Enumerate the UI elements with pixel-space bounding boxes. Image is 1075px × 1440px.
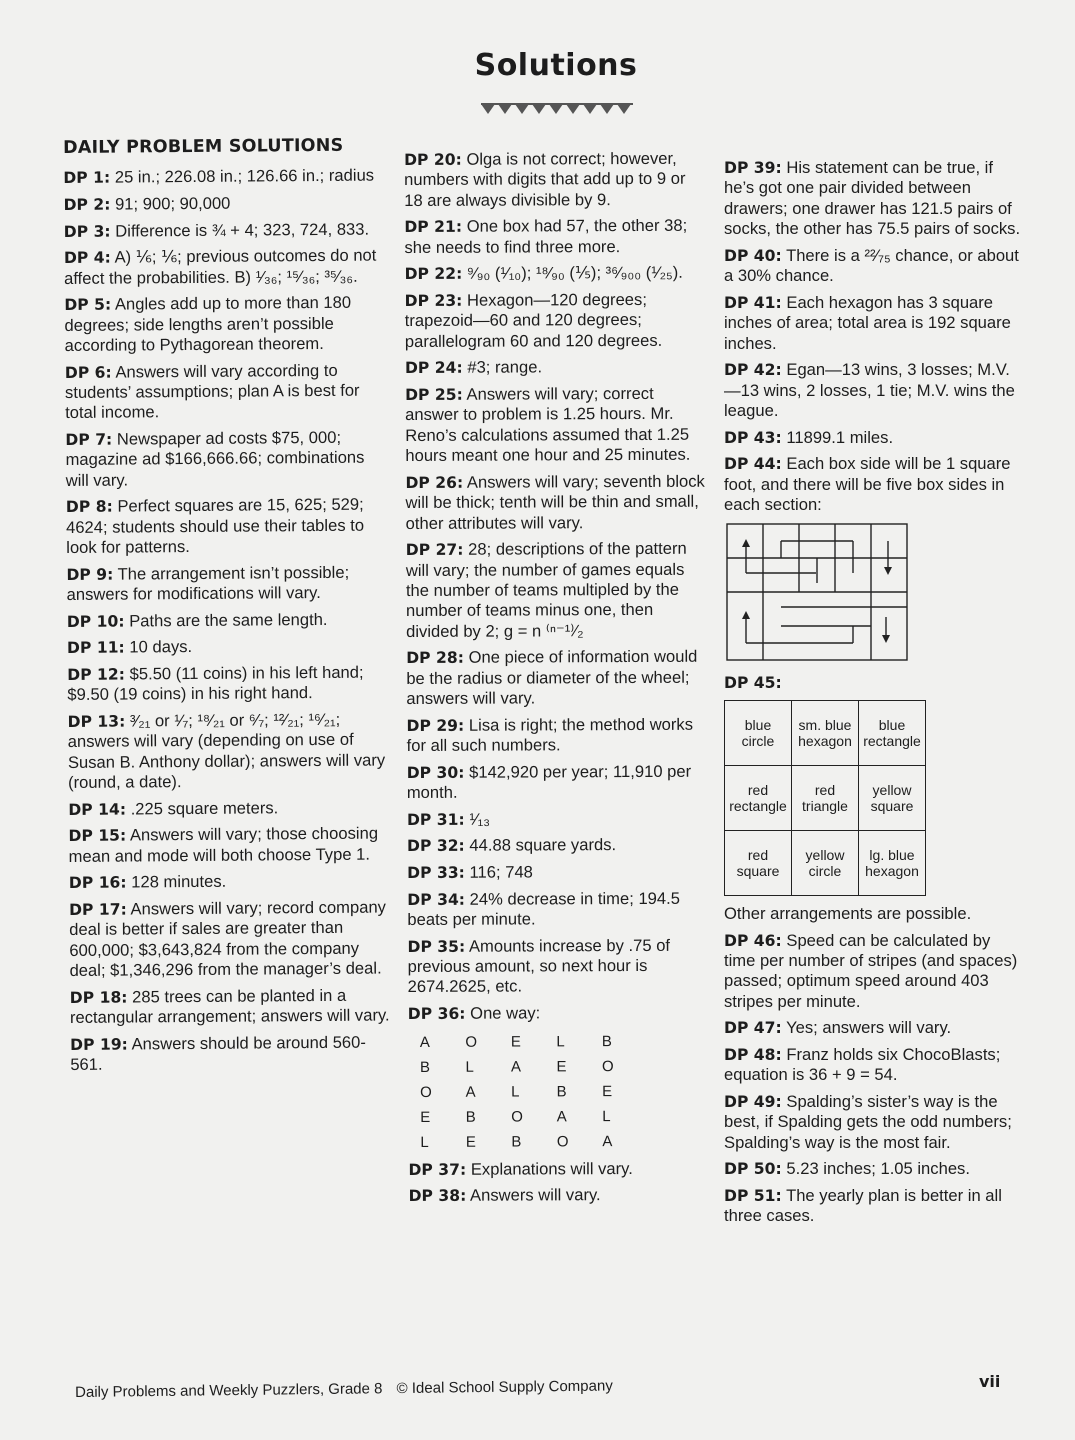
shape-cell-line: hexagon [865, 863, 919, 880]
solution-text: Answers will vary. [469, 1185, 601, 1205]
solution-label: DP 33: [407, 863, 465, 883]
letter-cell: E [556, 1058, 567, 1076]
solution-label: DP 42: [724, 361, 782, 380]
solution-label: DP 12: [67, 665, 126, 684]
shape-cell [792, 831, 859, 896]
letter-cell: A [602, 1133, 613, 1151]
solution-text: Amounts increase by .75 of previous amount, so next hour is 2674.2625, etc. [407, 935, 671, 997]
solution-label: DP 29: [406, 716, 465, 735]
solution-entry [66, 562, 390, 605]
solution-entry [405, 357, 709, 379]
solution-label: DP 15: [68, 826, 127, 846]
solution-text: Answers should be around 560-561. [70, 1032, 366, 1075]
solution-entry [405, 290, 709, 353]
solution-text: 11899.1 miles. [786, 427, 894, 447]
solution-label: DP 14: [68, 800, 127, 819]
solution-text: 116; 748 [469, 862, 533, 882]
solution-text: Franz holds six ChocoBlasts; equation is 36 + 9 = 54. [724, 1045, 1001, 1085]
shape-cell-line: yellow [805, 847, 845, 864]
solution-text: Perfect squares are 15, 625; 529; 4624; students should use their tables to look for patterns. [65, 495, 365, 558]
solution-text: 5.23 inches; 1.05 inches. [786, 1159, 970, 1179]
solution-label: DP 47: [724, 1019, 782, 1038]
solution-label: DP 27: [405, 540, 464, 560]
solution-entry [724, 246, 1026, 287]
shape-cell-line: blue [878, 717, 906, 734]
solution-entry [724, 158, 1026, 240]
shape-cell [725, 701, 792, 766]
solution-text: 285 trees can be planted in a rectangular arrangement; answers will vary. [69, 985, 390, 1028]
solution-label: DP 6: [64, 363, 112, 382]
solution-label: DP 20: [404, 150, 462, 169]
letter-cell: B [601, 1033, 612, 1051]
shape-cell [792, 701, 859, 766]
column-1-list [63, 166, 394, 1076]
shape-cell-line: sm. blue [798, 717, 852, 734]
solution-label: DP 8: [65, 498, 113, 517]
shape-cell-line: red [747, 782, 769, 799]
solution-text: ⁹⁄₉₀ (¹⁄₁₀); ¹⁸⁄₉₀ (⅕); ³⁶⁄₉₀₀ (¹⁄₂₅). [466, 263, 683, 284]
letter-cell: O [601, 1058, 614, 1076]
solution-entry [69, 871, 393, 894]
solution-text: Angles add up to more than 180 degrees; side lengths aren’t possible according to Pythagorean theorem. [64, 292, 352, 355]
solution-entry [70, 1032, 394, 1075]
solution-entry [67, 609, 391, 632]
solution-entry [404, 149, 708, 212]
dp36-letter-grid [408, 1030, 636, 1156]
dp45-label: DP 45: [724, 674, 782, 693]
page-title: Solutions [474, 48, 638, 83]
solution-label: DP 28: [406, 649, 465, 668]
solution-text: Paths are the same length. [129, 609, 328, 631]
solution-entry [406, 715, 710, 757]
solution-label: DP 25: [405, 385, 463, 404]
solution-text: 44.88 square yards. [469, 835, 617, 856]
solution-label: DP 17: [68, 900, 127, 919]
solution-entry [68, 824, 392, 867]
solution-label: DP 32: [406, 837, 465, 856]
solution-text: ¹⁄₁₃ [469, 809, 490, 829]
solution-label: DP 43: [724, 428, 782, 447]
solution-entry [63, 192, 387, 215]
letter-cell: E [420, 1108, 431, 1126]
solution-label: DP 46: [724, 931, 782, 950]
letter-cell: O [420, 1083, 432, 1101]
solution-label: DP 37: [408, 1160, 467, 1179]
solution-text: The yearly plan is better in all three cases. [724, 1186, 1002, 1226]
solution-label: DP 51: [724, 1187, 782, 1206]
solution-label: DP 9: [66, 565, 114, 584]
solution-entry [406, 539, 710, 642]
solution-entry [724, 1018, 1026, 1038]
solution-text: His statement can be true, if he’s got one pair divided between drawers; one drawer has 121.5 pairs of socks, the other has 75.5 pairs of socks. [724, 158, 1021, 239]
dp44-box-grid-figure [726, 523, 910, 663]
solution-entry [404, 216, 708, 258]
solution-entry [724, 1092, 1026, 1153]
solution-entry [407, 888, 711, 930]
solution-entry [724, 293, 1026, 354]
solution-text: 28; descriptions of the pattern will vary; the number of games equals the number of teams multipled by the number of teams minus one, then divided by 2; g = n ⁽ⁿ⁻¹⁾⁄₂ [405, 538, 687, 641]
solution-entry [724, 1159, 1026, 1179]
shape-cell [859, 701, 926, 766]
solution-label: DP 30: [406, 763, 465, 782]
solution-entry [405, 471, 709, 534]
dp45-entry [724, 673, 1026, 693]
solution-text: ³⁄₂₁ or ¹⁄₇; ¹⁸⁄₂₁ or ⁶⁄₇; ¹²⁄₂₁; ¹⁶⁄₂₁; answers will vary (depending on use of Susan B. Anthony dollar); answers will vary (round, a date). [67, 709, 386, 793]
solution-entry [724, 931, 1026, 1013]
solution-label: DP 22: [404, 265, 463, 284]
solution-label: DP 2: [63, 195, 111, 214]
letter-cell: L [511, 1083, 520, 1101]
solution-label: DP 34: [407, 890, 466, 909]
solution-text: Lisa is right; the method works for all such numbers. [406, 714, 694, 756]
shape-cell [725, 831, 792, 896]
solution-label: DP 35: [407, 937, 466, 956]
solution-text: 91; 900; 90,000 [114, 193, 231, 214]
solution-entry [408, 1158, 712, 1180]
shape-cell-line: red [747, 847, 769, 864]
column-3-list [724, 158, 1026, 515]
solution-label: DP 18: [69, 988, 128, 1007]
solution-label: DP 4: [63, 248, 111, 268]
solution-text: Explanations will vary. [470, 1158, 633, 1179]
solution-text: A) ⅙; ⅙; previous outcomes do not affect the probabilities. B) ¹⁄₃₆; ¹⁵⁄₃₆; ³⁵⁄₃₆. [64, 245, 377, 288]
solution-text: There is a ²²⁄₇₅ chance, or about a 30% chance. [724, 245, 1019, 286]
letter-cell: O [465, 1033, 478, 1051]
solution-entry [405, 384, 709, 467]
solution-text: .225 square meters. [130, 798, 279, 819]
solution-text: 128 minutes. [131, 872, 227, 892]
solution-entry [68, 709, 393, 793]
dp45-shape-grid [724, 700, 926, 896]
solution-entry [66, 495, 390, 559]
solution-label: DP 21: [404, 218, 463, 237]
solution-text: Answers will vary; those choosing mean and mode will both choose Type 1. [68, 823, 379, 866]
solution-text: One way: [470, 1003, 541, 1023]
column-2-after-list [408, 1158, 712, 1206]
solution-entry [407, 809, 711, 831]
solution-label: DP 7: [65, 430, 113, 449]
shape-cell-line: lg. blue [869, 847, 915, 864]
solution-label: DP 13: [67, 712, 126, 731]
shape-cell-line: hexagon [798, 733, 852, 750]
shape-cell [725, 766, 792, 831]
shape-cell-line: blue [744, 717, 772, 734]
solution-label: DP 31: [406, 810, 465, 829]
solution-text: 25 in.; 226.08 in.; 126.66 in.; radius [114, 165, 375, 188]
column-2 [404, 149, 713, 1213]
solution-entry [65, 427, 389, 491]
solution-text: #3; range. [467, 357, 543, 378]
solution-label: DP 24: [404, 359, 463, 378]
column-2-list [404, 149, 712, 1025]
solution-entry [724, 360, 1026, 421]
solution-entry [724, 428, 1026, 448]
solution-label: DP 5: [64, 295, 112, 315]
letter-cell: L [556, 1033, 565, 1051]
letter-cell: L [465, 1058, 474, 1076]
solution-label: DP 40: [724, 246, 782, 265]
solution-label: DP 48: [724, 1046, 782, 1065]
solution-entry [724, 1186, 1026, 1227]
solution-entry [67, 636, 391, 659]
solution-text: Spalding’s sister’s way is the best, if Spalding gets the odd numbers; Spalding’s way is the most fair. [724, 1092, 1012, 1152]
solution-text: The arrangement isn’t possible; answers for modifications will vary. [66, 562, 350, 605]
solution-text: Each box side will be 1 square foot, and there will be five box sides in each section: [724, 454, 1011, 515]
shape-cell-line: rectangle [863, 733, 921, 750]
solution-text: Answers will vary according to students’ assumptions; plan A is best for total income. [64, 360, 360, 423]
solution-entry [407, 862, 711, 884]
solution-text: Speed can be calculated by time per number of stripes (and spaces) passed; optimum speed around 403 stripes per minute. [724, 930, 1018, 1011]
shape-cell-line: circle [741, 733, 775, 750]
solution-text: $142,920 per year; 11,910 per month. [406, 761, 692, 803]
shape-cell-line: yellow [872, 782, 912, 799]
solution-text: Answers will vary; correct answer to problem is 1.25 hours. Mr. Reno’s calculations assumed that 1.25 hours meant one hour and 25 minutes. [405, 383, 691, 466]
shape-cell-line: square [870, 798, 914, 815]
solution-label: DP 1: [63, 169, 111, 188]
title-chevron-rule [481, 101, 637, 115]
letter-cell: E [510, 1033, 521, 1051]
solution-entry [409, 1185, 713, 1207]
solution-entry [65, 360, 389, 424]
solution-label: DP 38: [408, 1186, 467, 1206]
letter-cell: A [556, 1108, 567, 1126]
solution-entry [724, 904, 1026, 924]
solution-entry [69, 897, 394, 981]
shape-cell [859, 766, 926, 831]
footer-book-title: Daily Problems and Weekly Puzzlers, Grade 8 [75, 1380, 383, 1401]
letter-cell: A [510, 1058, 522, 1076]
solution-label: DP 49: [724, 1093, 782, 1112]
solution-entry [70, 985, 394, 1028]
letter-cell: B [556, 1083, 567, 1101]
solution-entry [407, 762, 711, 804]
solution-text: Olga is not correct; however, numbers with digits that add up to 9 or 18 are always divisible by 9. [404, 148, 686, 210]
letter-cell: B [419, 1058, 431, 1076]
solution-text: Difference is ¾ + 4; 323, 724, 833. [115, 219, 370, 241]
solution-label: DP 44: [724, 455, 782, 474]
solution-label: DP 10: [66, 612, 125, 631]
solution-label: DP 16: [68, 873, 127, 893]
solution-text: 24% decrease in time; 194.5 beats per minute. [407, 888, 681, 930]
shape-cell [859, 831, 926, 896]
solution-label: DP 19: [70, 1035, 128, 1054]
solution-entry [67, 662, 391, 705]
shape-cell-line: square [736, 863, 780, 880]
solution-text: Yes; answers will vary. [786, 1018, 952, 1038]
section-heading: DAILY PROBLEM SOLUTIONS [63, 135, 344, 158]
letter-cell: B [511, 1133, 522, 1151]
solution-entry [406, 647, 710, 710]
solution-label: DP 11: [66, 638, 125, 658]
shape-cell-line: rectangle [729, 798, 787, 815]
solution-entry [64, 219, 388, 242]
solution-entry [408, 1003, 712, 1025]
solution-text: Each hexagon has 3 square inches of area; total area is 192 square inches. [724, 292, 1011, 353]
solution-entry [724, 1045, 1026, 1086]
letter-cell: A [419, 1033, 430, 1051]
solution-entry [64, 246, 388, 289]
solution-text: $5.50 (11 coins) in his left hand; $9.50 (19 coins) in his right hand. [67, 662, 364, 705]
solution-entry [407, 835, 711, 857]
solution-text: 10 days. [129, 637, 193, 657]
letter-cell: B [465, 1108, 476, 1126]
letter-cell: A [465, 1083, 476, 1101]
solution-label: DP 23: [404, 291, 463, 310]
letter-cell: E [602, 1083, 613, 1101]
letter-cell: O [556, 1133, 569, 1151]
solution-label: DP 41: [724, 293, 782, 312]
solution-label: DP 3: [63, 222, 111, 241]
shape-cell-line: triangle [802, 798, 848, 815]
shape-cell-line: red [814, 782, 836, 799]
solution-label: DP 39: [724, 159, 782, 177]
letter-cell: L [420, 1133, 429, 1151]
column-3 [724, 158, 1026, 1233]
letter-cell: L [602, 1108, 611, 1126]
solution-entry [64, 293, 388, 357]
solution-entry [724, 454, 1026, 515]
footer-copyright: © Ideal School Supply Company [396, 1377, 613, 1398]
solution-text: Answers will vary; record company deal is better if sales are greater than 600,000; $3,643,824 from the company deal; $1,346,296 from the manager’s deal. [69, 897, 387, 981]
shape-cell [792, 766, 859, 831]
shape-cell-line: circle [808, 863, 842, 880]
column-1 [63, 135, 394, 1081]
solution-entry [63, 166, 387, 189]
solution-entry [404, 263, 708, 285]
footer [75, 1377, 623, 1401]
solution-text: One piece of information would be the radius or diameter of the wheel; answers will vary. [406, 647, 698, 709]
solution-label: DP 26: [405, 473, 464, 492]
solution-text: Hexagon—120 degrees; trapezoid—60 and 120 degrees; parallelogram 60 and 120 degrees. [404, 289, 663, 351]
letter-cell: O [511, 1108, 523, 1126]
solution-entry [407, 935, 711, 998]
solution-text: Newspaper ad costs $75, 000; magazine ad $166,666.66; combinations will vary. [65, 427, 365, 490]
solution-text: Other arrangements are possible. [724, 904, 972, 924]
solution-label: DP 50: [724, 1160, 782, 1179]
solution-text: Egan—13 wins, 3 losses; M.V.—13 wins, 2 losses, 1 tie; M.V. wins the league. [724, 360, 1015, 421]
letter-cell: E [465, 1133, 476, 1151]
page-number: vii [979, 1372, 1001, 1391]
solution-label: DP 36: [407, 1004, 466, 1024]
column-3-after-list [724, 904, 1026, 1227]
solution-text: Answers will vary; seventh block will be thick; tenth will be thin and small, other attributes will vary. [405, 471, 705, 533]
solution-entry [68, 797, 392, 820]
solution-text: One box had 57, the other 38; she needs to find three more. [404, 216, 688, 257]
